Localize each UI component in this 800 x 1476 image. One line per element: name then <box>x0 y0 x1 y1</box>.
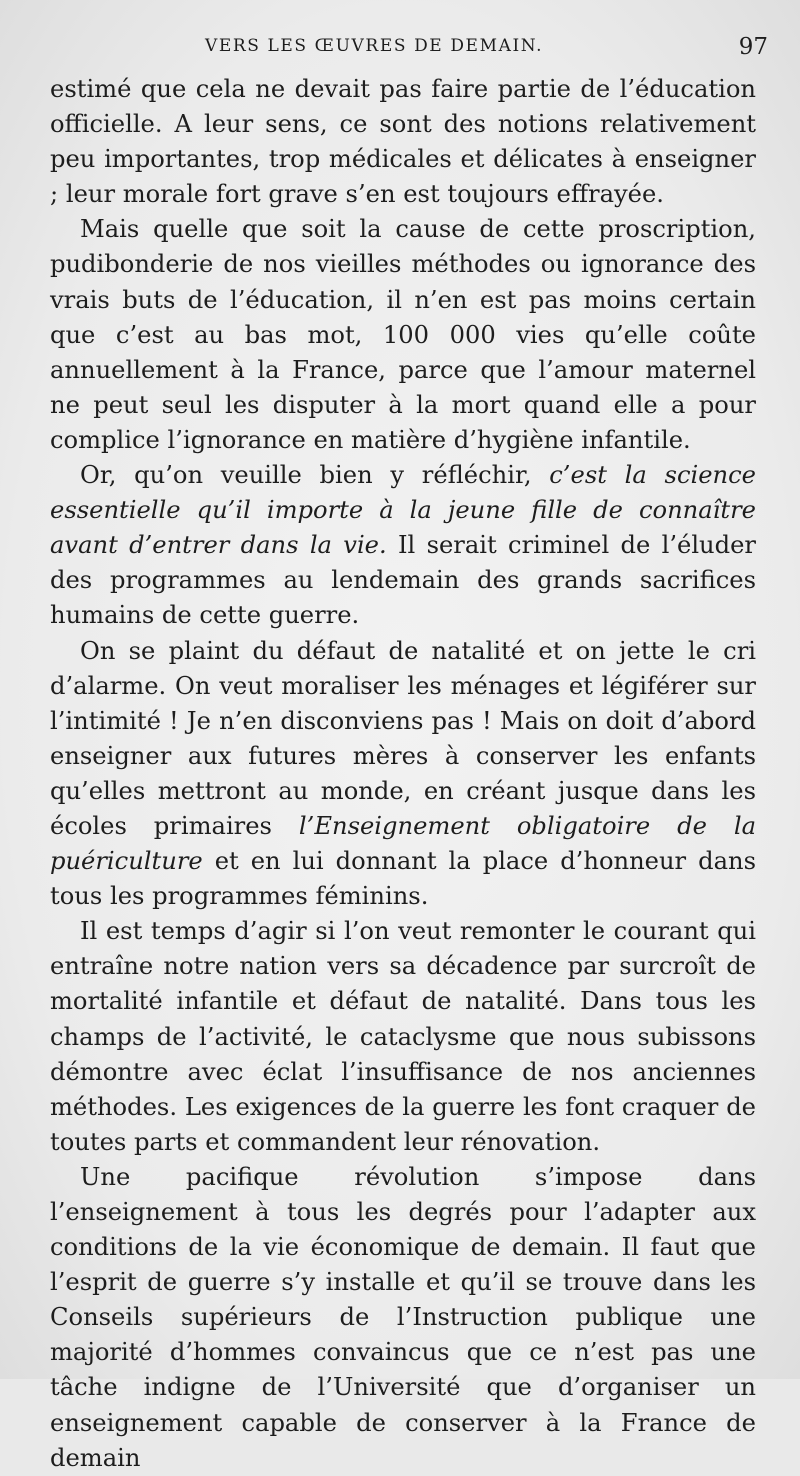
paragraph-6 <box>50 1160 756 1476</box>
running-title: VERS LES ŒUVRES DE DEMAIN. <box>205 36 544 56</box>
text-run: On se plaint du défaut de natalité et on jette le cri d’alarme. On veut moraliser les ménages et légiférer sur l’intimité ! Je n’en disconviens pas ! Mais on doit d’abord enseigner aux futures mères à conserver les enfants qu’elles mettront au monde, en créant jusque dans les écoles primaires <box>50 636 756 840</box>
paragraph-3 <box>50 458 756 633</box>
paragraph-1 <box>50 72 756 212</box>
running-head <box>0 34 800 66</box>
text-run: Or, qu’on veuille bien y réfléchir, <box>80 461 550 490</box>
paragraph-4 <box>50 634 756 915</box>
text-run: et en lui donnant la place d’honneur dans tous les programmes féminins. <box>50 847 756 911</box>
text-run: Il est temps d’agir si l’on veut remonter le courant qui entraîne notre nation vers sa décadence par surcroît de mortalité infantile et défaut de natalité. Dans tous les champs de l’activité, le cataclysme que nous subissons démontre avec éclat l’insuffisance de nos anciennes méthodes. Les exigences de la guerre les font craquer de toutes parts et commandent leur rénovation. <box>50 917 756 1156</box>
text-run: estimé que cela ne devait pas faire partie de l’éducation officielle. A leur sens, ce sont des notions relativement peu importantes, trop médicales et délicates à enseigner ; leur morale fort grave s’en est toujours effrayée. <box>50 75 756 209</box>
text-run: Il serait criminel de l’éluder des programmes au lendemain des grands sacrifices humains de cette guerre. <box>50 531 756 630</box>
paragraph-5 <box>50 914 756 1160</box>
page-number: 97 <box>738 34 768 60</box>
italic-emphasis: c’est la science essentielle qu’il importe à la jeune fille de connaître avant d’entrer dans la vie. <box>50 461 756 560</box>
body-text <box>50 72 756 1476</box>
italic-emphasis: l’Enseignement obligatoire de la puériculture <box>50 811 756 876</box>
text-run: Une pacifique révolution s’impose dans l’enseignement à tous les degrés pour l’adapter aux conditions de la vie économique de demain. Il faut que l’esprit de guerre s’y installe et qu’il se trouve dans les Conseils supérieurs de l’Instruction publique une majorité d’hommes convaincus que ce n’est pas une tâche indigne de l’Université que d’organiser un enseignement capable de conserver à la France de demain <box>50 1162 756 1472</box>
paragraph-2 <box>50 212 756 458</box>
text-run: Mais quelle que soit la cause de cette proscription, pudibonderie de nos vieilles méthodes ou ignorance des vrais buts de l’éducation, il n’en est pas moins certain que c’est au bas mot, 100 000 vies qu’elle coûte annuellement à la France, parce que l’amour maternel ne peut seul les disputer à la mort quand elle a pour complice l’ignorance en matière d’hygiène infantile. <box>50 215 756 454</box>
